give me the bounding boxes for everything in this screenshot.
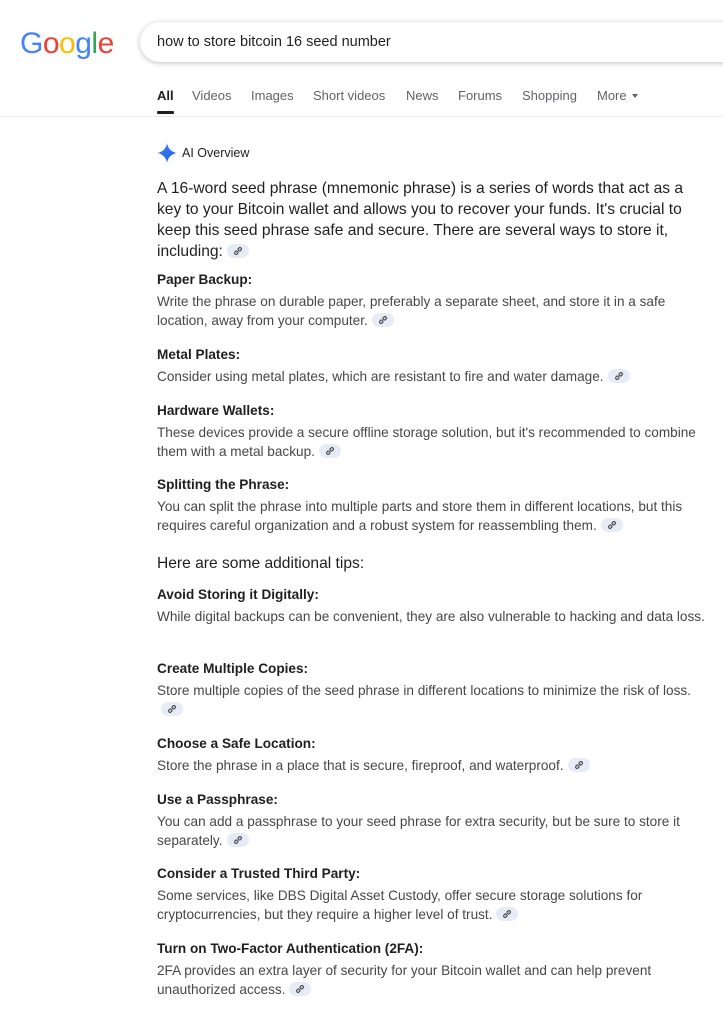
- item-body: [157, 367, 709, 386]
- item-body: [157, 607, 709, 626]
- item-body-text: Some services, like DBS Digital Asset Custody, offer secure storage solutions for cryptocurrencies, but they require a higher level of trust.: [157, 888, 643, 922]
- item-title: Hardware Wallets:: [157, 403, 275, 418]
- ai-overview-intro: [157, 178, 707, 262]
- link-icon[interactable]: [289, 982, 311, 996]
- item-body: [157, 886, 709, 924]
- link-icon[interactable]: [496, 907, 518, 921]
- list-item: [157, 735, 709, 775]
- list-item: [157, 271, 709, 330]
- item-body: [157, 681, 709, 719]
- list-item: [157, 940, 709, 999]
- google-logo[interactable]: [20, 27, 114, 61]
- logo-letter: o: [59, 27, 76, 60]
- item-body: [157, 756, 709, 775]
- item-title: Consider a Trusted Third Party:: [157, 866, 361, 881]
- item-body-text: Store the phrase in a place that is secure, fireproof, and waterproof.: [157, 758, 564, 773]
- item-body-text: 2FA provides an extra layer of security for your Bitcoin wallet and can help prevent unauthorized access.: [157, 963, 652, 997]
- tab-images[interactable]: Images: [251, 88, 294, 103]
- link-icon[interactable]: [227, 244, 249, 258]
- logo-letter: o: [42, 27, 60, 60]
- tab-videos[interactable]: Videos: [192, 88, 232, 103]
- tab-all[interactable]: All: [157, 88, 174, 103]
- list-item: [157, 791, 709, 850]
- logo-letter: e: [97, 27, 114, 60]
- list-item: [157, 660, 709, 719]
- item-body-text: You can split the phrase into multiple parts and store them in different locations, but this requires careful organization and a robust system for reassembling them.: [157, 499, 683, 533]
- chevron-down-icon: [632, 94, 638, 98]
- header: [0, 0, 723, 117]
- logo-letter: G: [20, 27, 43, 60]
- tab-forums[interactable]: Forums: [458, 88, 503, 103]
- logo-letter: l: [91, 27, 98, 60]
- item-title: Splitting the Phrase:: [157, 477, 290, 492]
- item-body-text: While digital backups can be convenient, they are also vulnerable to hacking and data loss.: [157, 609, 705, 624]
- item-body-text: Consider using metal plates, which are resistant to fire and water damage.: [157, 369, 604, 384]
- item-title: Create Multiple Copies:: [157, 661, 309, 676]
- tab-short-videos[interactable]: Short videos: [313, 88, 386, 103]
- list-item: [157, 865, 709, 924]
- item-title: Metal Plates:: [157, 347, 241, 362]
- search-box[interactable]: [140, 22, 723, 62]
- item-title: Choose a Safe Location:: [157, 736, 316, 751]
- tab-more[interactable]: [597, 88, 638, 103]
- list-item: [157, 476, 709, 535]
- tab-more-label: More: [597, 88, 627, 103]
- item-title: Use a Passphrase:: [157, 792, 278, 807]
- item-body-text: You can add a passphrase to your seed phrase for extra security, but be sure to store it separately.: [157, 814, 680, 848]
- link-icon[interactable]: [608, 369, 630, 383]
- item-body-text: Store multiple copies of the seed phrase in different locations to minimize the risk of loss.: [157, 683, 691, 698]
- link-icon[interactable]: [227, 833, 249, 847]
- item-body-text: These devices provide a secure offline storage solution, but it's recommended to combine them with a metal backup.: [157, 425, 696, 459]
- link-icon[interactable]: [319, 444, 341, 458]
- tab-news[interactable]: News: [406, 88, 439, 103]
- list-item: [157, 402, 709, 461]
- list-item: [157, 586, 709, 626]
- item-title: Paper Backup:: [157, 272, 253, 287]
- search-input[interactable]: [157, 32, 697, 52]
- logo-letter: g: [75, 27, 92, 60]
- link-icon[interactable]: [372, 313, 394, 327]
- item-body: [157, 423, 709, 461]
- item-body-text: Write the phrase on durable paper, preferably a separate sheet, and store it in a safe location, away from your computer.: [157, 294, 666, 328]
- tab-shopping[interactable]: Shopping: [522, 88, 577, 103]
- item-body: [157, 292, 709, 330]
- item-body: [157, 961, 709, 999]
- link-icon[interactable]: [601, 518, 623, 532]
- link-icon[interactable]: [568, 758, 590, 772]
- tips-heading: Here are some additional tips:: [157, 555, 365, 572]
- list-item: [157, 346, 709, 386]
- intro-text: A 16-word seed phrase (mnemonic phrase) is a series of words that act as a key to your Bitcoin wallet and allows you to recover your funds. It's crucial to keep this seed phrase safe and secure. There are several ways to store it, including:: [157, 180, 684, 260]
- sparkle-icon: [157, 143, 177, 163]
- item-title: Avoid Storing it Digitally:: [157, 587, 319, 602]
- item-body: [157, 497, 709, 535]
- item-body: [157, 812, 709, 850]
- link-icon[interactable]: [161, 702, 183, 716]
- ai-overview-label: AI Overview: [182, 146, 250, 160]
- item-title: Turn on Two-Factor Authentication (2FA):: [157, 941, 424, 956]
